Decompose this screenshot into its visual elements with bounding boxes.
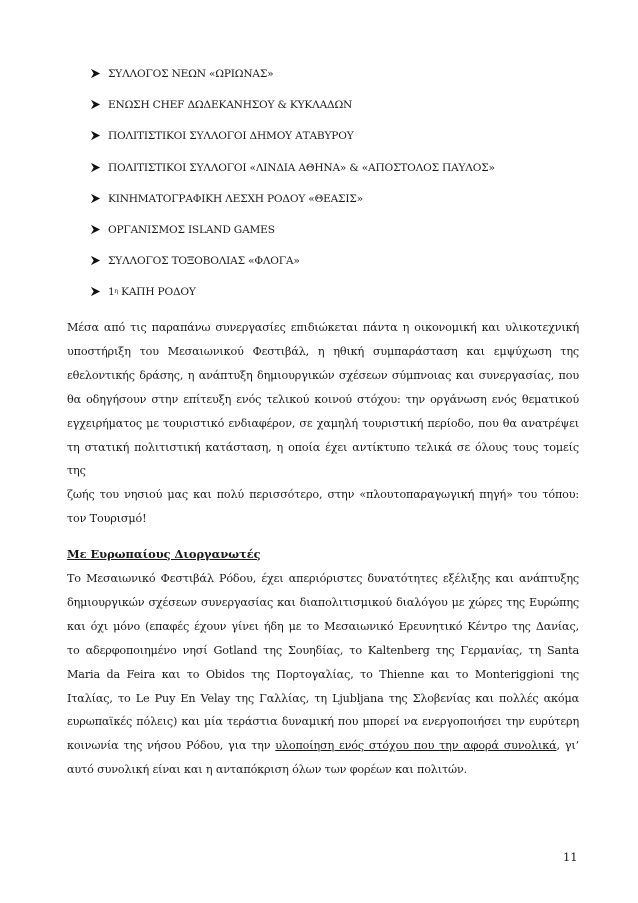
list-item: ΟΡΓΑΝΙΣΜΟΣ ISLAND GAMES — [90, 220, 600, 251]
page-number: 11 — [563, 850, 578, 864]
line-with-underline: κοινωνία της νήσου Ρόδου, για την υλοποίηση ενός στόχου που την αφορά συνολικά, γι’ — [67, 739, 579, 753]
list-item: ΚΙΝΗΜΑΤΟΓΡΑΦΙΚΗ ΛΕΣΧΗ ΡΟΔΟΥ «ΘΕΑΣΙΣ» — [90, 189, 600, 220]
list-item: ΠΟΛΙΤΙΣΤΙΚΟΙ ΣΥΛΛΟΓΟΙ «ΛΙΝΔΙΑ ΑΘΗΝΑ» & «ΑΠΟΣΤΟΛΟΣ ΠΑΥΛΟΣ» — [90, 158, 600, 189]
paragraph-european-organizers: Το Μεσαιωνικό Φεστιβάλ Ρόδου, έχει απεριόριστες δυνατότητες εξέλιξης και ανάπτυξης δημιουργικών σχέσεων συνεργασίας και διαπολιτισμικού διαλόγου με χώρες της Ευρώπης και όχι μόνο (επαφές έχουν γίνει ήδη με το Μεσαιωνικό Ερευνητικό Κέντρο της Δανίας, το αδερφοποιημένο νησί Gotland της Σουηδίας, το Kaltenberg της Γερμανίας, τη Santa Maria da Feira και το Obidos της Πορτογαλίας, το Thienne και το Monteriggioni της Ιταλίας, το Le Puy En Velay της Γαλλίας, τη Ljubljana της Σλοβενίας και πολλές ακόμα ευρωπαϊκές πόλεις) και μία τεράστια δυναμική που μπορεί να ενεργοποιήσει την ευρύτερη κοινωνία της νήσου Ρόδου, για την υλοποίηση ενός στόχου που την αφορά συνολικά, γι’ αυτό συνολική είναι και η ανταπόκριση όλων των φορέων και πολιτών. — [67, 572, 579, 777]
arrow-bullet-icon — [90, 64, 108, 87]
list-item: ΕΝΩΣΗ CHEF ΔΩΔΕΚΑΝΗΣΟΥ & ΚΥΚΛΑΔΩΝ — [90, 95, 600, 126]
list-item: ΣΥΛΛΟΓΟΣ ΝΕΩΝ «ΩΡΙΩΝΑΣ» — [90, 64, 600, 95]
partner-list — [90, 64, 600, 314]
arrow-bullet-icon — [90, 189, 108, 212]
section-heading: Με Ευρωπαίους Διοργανωτές — [67, 547, 261, 561]
arrow-bullet-icon — [90, 251, 108, 274]
arrow-bullet-icon — [90, 95, 108, 118]
list-item: ΣΥΛΛΟΓΟΣ ΤΟΞΟΒΟΛΙΑΣ «ΦΛΟΓΑ» — [90, 251, 600, 282]
paragraph-cooperation: Μέσα από τις παραπάνω συνεργασίες επιδιώκεται πάντα η οικονομική και υλικοτεχνική υποστήριξη του Μεσαιωνικού Φεστιβάλ, η ηθική συμπαράσταση και εμψύχωση της εθελοντικής δράσης, η ανάπτυξη δημιουργικών σχέσεων σύμπνοιας και συνεργασίας, που θα οδηγήσουν στην επίτευξη ενός τελικού κοινού στόχου: την οργάνωση ενός θεματικού εγχειρήματος με τουριστικό ενδιαφέρον, σε χαμηλή τουριστική περίοδο, που θα ανατρέψει τη στατική πολιτιστική κατάσταση, η οποία έχει αντίκτυπο τελικά σε όλους τους τομείς της ζωής του νησιού μας και πολύ περισσότερο, στην «πλουτοπαραγωγική πηγή» του τόπου: τον Τουρισμό! — [67, 321, 579, 526]
arrow-bullet-icon — [90, 158, 108, 181]
arrow-bullet-icon — [90, 220, 108, 243]
list-item: 1 η ΚΑΠΗ ΡΟΔΟΥ — [90, 282, 600, 313]
underlined-phrase: υλοποίηση ενός στόχου που την αφορά συνολικά — [275, 739, 557, 753]
list-item: ΠΟΛΙΤΙΣΤΙΚΟΙ ΣΥΛΛΟΓΟΙ ΔΗΜΟΥ ΑΤΑΒΥΡΟΥ — [90, 126, 600, 157]
arrow-bullet-icon — [90, 126, 108, 149]
arrow-bullet-icon — [90, 282, 108, 305]
